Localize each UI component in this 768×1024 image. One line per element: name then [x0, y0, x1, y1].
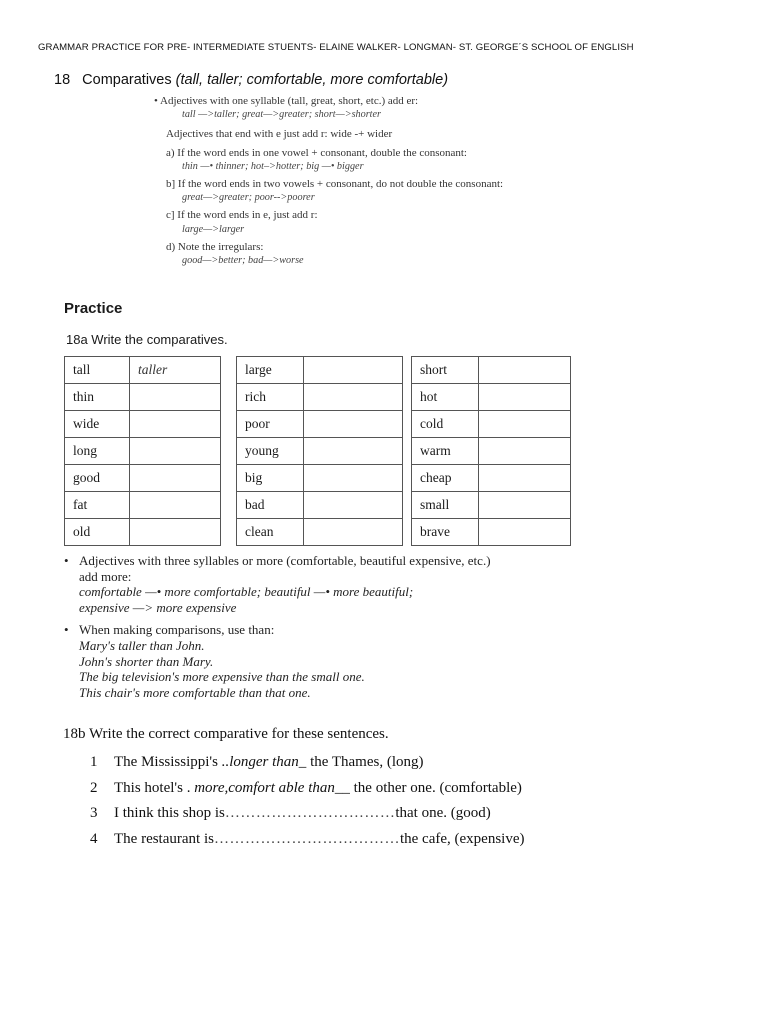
comparatives-table-3 [411, 356, 571, 546]
answer-field[interactable]: …………………………… [224, 805, 396, 821]
table-row [237, 492, 403, 519]
answer-cell[interactable] [304, 411, 403, 438]
table-row [412, 465, 571, 492]
adjective-cell: short [412, 357, 479, 384]
adjective-cell: thin [65, 384, 130, 411]
answer-cell[interactable] [479, 357, 571, 384]
rule-one-syllable: • Adjectives with one syllable (tall, great, short, etc.) add er: [154, 95, 419, 107]
table-row [412, 438, 571, 465]
rule-d-example: good—>better; bad—>worse [182, 255, 304, 267]
sentence-list [90, 750, 650, 852]
table-row [237, 384, 403, 411]
answer-cell[interactable] [479, 492, 571, 519]
table-row [412, 492, 571, 519]
task-a-instruction: 18a Write the comparatives. [66, 332, 228, 347]
adjective-cell: big [237, 465, 304, 492]
answer-cell[interactable] [304, 357, 403, 384]
table-row [65, 438, 221, 465]
section-title-text: Comparatives [82, 72, 172, 88]
answer-cell[interactable] [130, 438, 221, 465]
answer-cell[interactable] [479, 465, 571, 492]
rule-three-syllables-example1: comfortable —• more comfortable; beautiful —• more beautiful; [79, 584, 414, 600]
rule-three-syllables-example2: expensive —> more expensive [79, 599, 237, 615]
rule-d: d) Note the irregulars: [166, 240, 264, 253]
adjective-cell: bad [237, 492, 304, 519]
adjective-cell: small [412, 492, 479, 519]
adjective-cell: rich [237, 384, 304, 411]
sentence-2: 2 This hotel's . more,comfort able than__ the other one. (comfortable) [90, 779, 522, 796]
table-row [65, 492, 221, 519]
sentence-1: 1 The Mississippi's ..longer than_ the Thames, (long) [90, 754, 424, 770]
section-title [54, 72, 448, 88]
table-row [65, 411, 221, 438]
adjective-cell: brave [412, 519, 479, 546]
rule-ends-e: Adjectives that end with e just add r: wide -+ wider [166, 128, 393, 141]
table-row [65, 519, 221, 546]
answer-cell[interactable] [304, 384, 403, 411]
rule-three-syllables: • Adjectives with three syllables or more (comfortable, beautiful expensive, etc.) [64, 553, 491, 568]
adjective-cell: poor [237, 411, 304, 438]
rules-box [154, 95, 614, 267]
page-header: GRAMMAR PRACTICE FOR PRE- INTERMEDIATE STUENTS- ELAINE WALKER- LONGMAN- ST. GEORGE´S SCHOOL OF ENGLISH [38, 42, 634, 53]
rule-a-example: thin —• thinner; hot–>hotter; big —• bigger [182, 160, 364, 172]
rule-c-example: large—>larger [182, 223, 245, 235]
rule-than: • When making comparisons, use than: [64, 622, 275, 638]
table-row [412, 384, 571, 411]
table-row [237, 411, 403, 438]
rule-b: b] If the word ends in two vowels + consonant, do not double the consonant: [166, 178, 504, 191]
adjective-cell: good [65, 465, 130, 492]
rule-a: a) If the word ends in one vowel + consonant, double the consonant: [166, 146, 467, 159]
rule-than-example4: This chair's more comfortable than that one. [79, 684, 311, 700]
adjective-cell: large [237, 357, 304, 384]
table-row [237, 519, 403, 546]
practice-heading: Practice [64, 300, 123, 317]
table-row [65, 384, 221, 411]
answer-cell[interactable] [130, 492, 221, 519]
sentence-4: 4 The restaurant is………………………………the cafe, (expensive) [90, 830, 525, 847]
adjective-cell: cheap [412, 465, 479, 492]
answer-cell[interactable] [304, 492, 403, 519]
adjective-cell: tall [65, 357, 130, 384]
rule-three-syllables-line2: add more: [79, 568, 132, 584]
answer-cell[interactable]: taller [130, 357, 221, 384]
rule-b-example: great—>greater; poor-->poorer [182, 192, 315, 204]
adjective-cell: long [65, 438, 130, 465]
table-row [237, 465, 403, 492]
answer-cell[interactable] [130, 519, 221, 546]
answer-field[interactable]: more,comfort able than__ [194, 779, 350, 796]
bullet-icon: • [64, 622, 69, 638]
adjective-cell: clean [237, 519, 304, 546]
rule-than-example1: Mary's taller than John. [79, 637, 205, 653]
rules-continued [64, 553, 624, 700]
table-row [237, 357, 403, 384]
answer-cell[interactable] [479, 519, 571, 546]
answer-cell[interactable] [479, 438, 571, 465]
table-row [412, 519, 571, 546]
table-row [412, 357, 571, 384]
answer-cell[interactable] [304, 438, 403, 465]
section-number: 18 [54, 72, 71, 88]
answer-cell[interactable] [130, 411, 221, 438]
comparatives-table-1 [64, 356, 221, 546]
adjective-cell: fat [65, 492, 130, 519]
rule-one-syllable-example: tall —>taller; great—>greater; short—>shorter [182, 109, 381, 121]
rule-c: c] If the word ends in e, just add r: [166, 209, 318, 222]
sentence-3: 3 I think this shop is……………………………that one. (good) [90, 805, 491, 821]
adjective-cell: warm [412, 438, 479, 465]
answer-cell[interactable] [130, 465, 221, 492]
task-b-instruction: 18b Write the correct comparative for these sentences. [63, 726, 389, 742]
table-row [65, 465, 221, 492]
answer-cell[interactable] [304, 465, 403, 492]
answer-cell[interactable] [479, 411, 571, 438]
bullet-icon: • [64, 553, 69, 568]
rule-than-example3: The big television's more expensive than the small one. [79, 669, 365, 685]
answer-field[interactable]: ……………………………… [213, 830, 400, 847]
adjective-cell: young [237, 438, 304, 465]
adjective-cell: old [65, 519, 130, 546]
answer-cell[interactable] [304, 519, 403, 546]
adjective-cell: wide [65, 411, 130, 438]
section-subtitle: (tall, taller; comfortable, more comfortable) [175, 72, 449, 88]
table-row [237, 438, 403, 465]
comparatives-table-2 [236, 356, 403, 546]
adjective-cell: hot [412, 384, 479, 411]
answer-cell[interactable] [479, 384, 571, 411]
answer-cell[interactable] [130, 384, 221, 411]
rule-than-example2: John's shorter than Mary. [79, 653, 214, 669]
table-row [412, 411, 571, 438]
adjective-cell: cold [412, 411, 479, 438]
table-row [65, 357, 221, 384]
answer-field[interactable]: ..longer than_ [221, 754, 307, 770]
